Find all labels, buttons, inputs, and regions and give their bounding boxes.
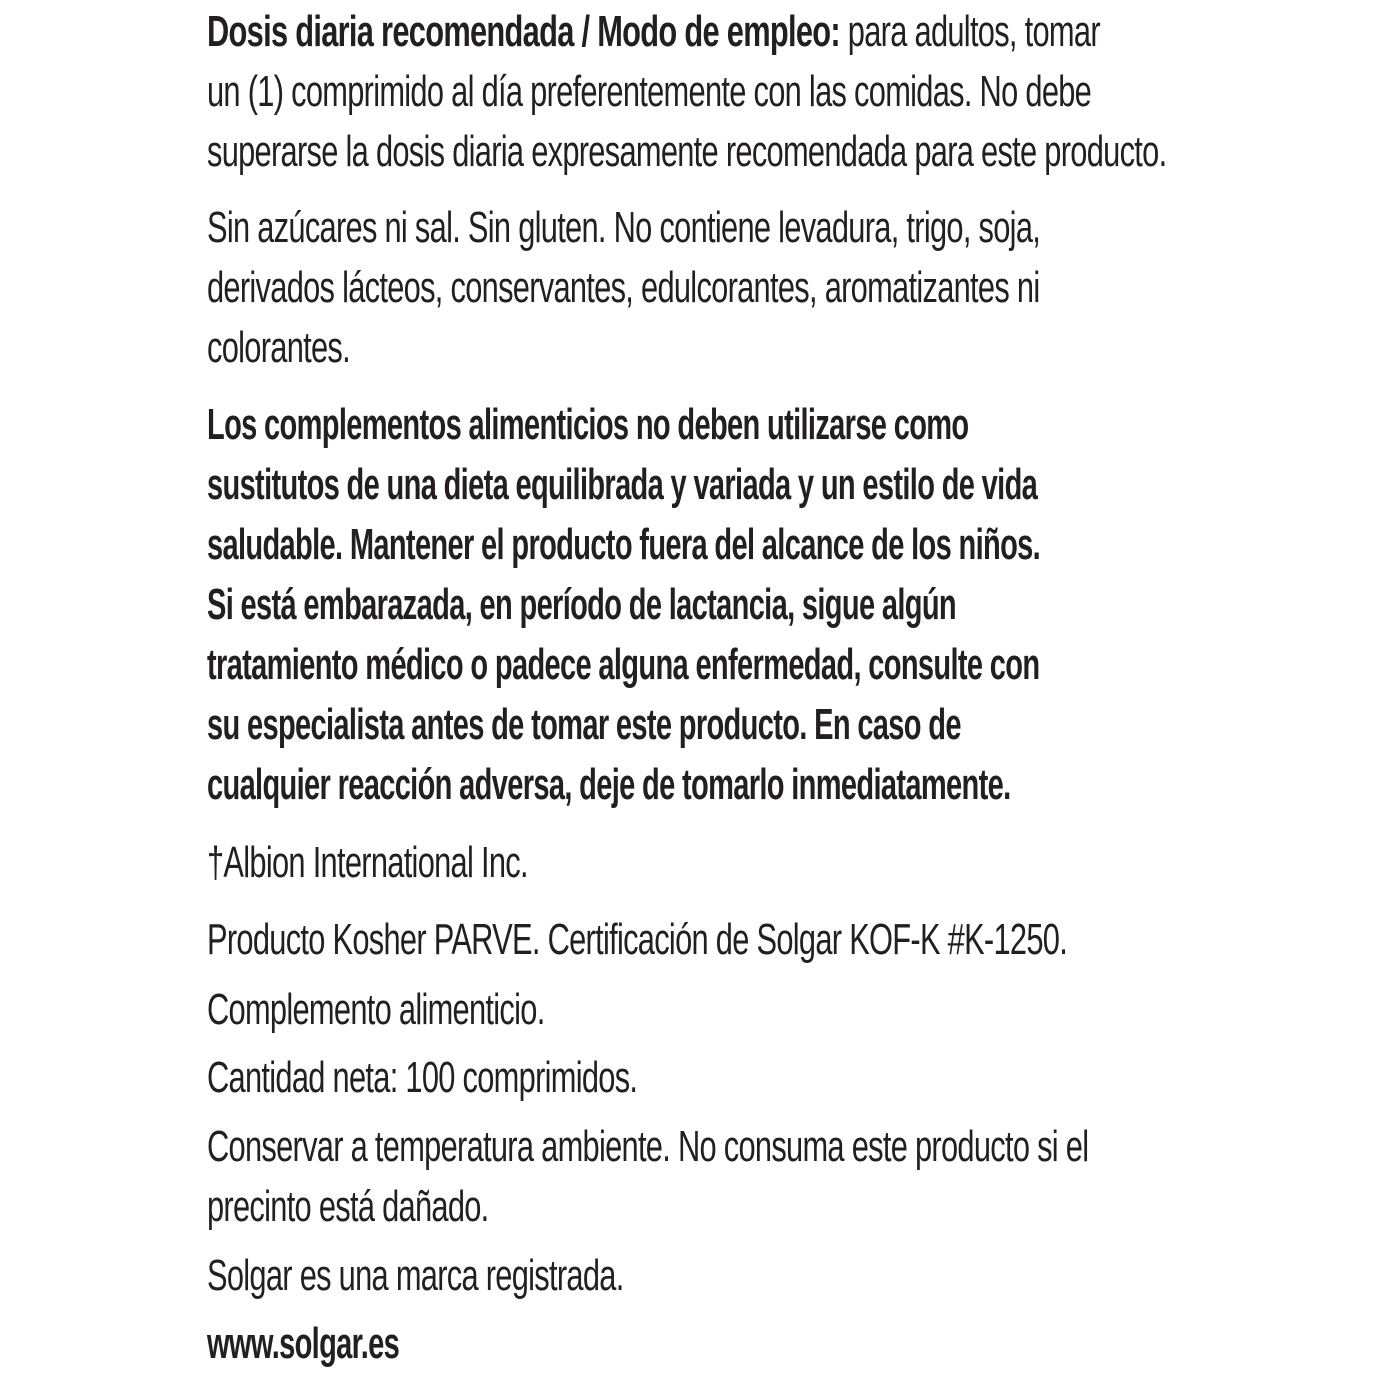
free-from-line-2: derivados lácteos, conservantes, edulcorantes, aromatizantes ni: [207, 263, 1040, 312]
warning-line-5: tratamiento médico o padece alguna enfermedad, consulte con: [207, 640, 1040, 689]
dosage-line-3: superarse la dosis diaria expresamente recomendada para este producto.: [207, 127, 1167, 176]
dosage-heading: Dosis diaria recomendada / Modo de empleo:: [207, 7, 840, 56]
supplement-label: Complemento alimenticio.: [207, 985, 545, 1034]
trademark-note: Solgar es una marca registrada.: [207, 1251, 624, 1300]
dosage-text: para adultos, tomar: [839, 7, 1100, 56]
website-link[interactable]: www.solgar.es: [207, 1319, 400, 1368]
warning-line-2: sustitutos de una dieta equilibrada y variada y un estilo de vida: [207, 460, 1038, 509]
dosage-line-2: un (1) comprimido al día preferentemente con las comidas. No debe: [207, 67, 1092, 116]
warning-line-3: saludable. Mantener el producto fuera del alcance de los niños.: [207, 520, 1041, 569]
warning-line-4: Si está embarazada, en período de lactancia, sigue algún: [207, 580, 956, 629]
free-from-line-3: colorantes.: [207, 323, 350, 372]
dosage-line-1: [207, 2, 1100, 62]
warning-line-6: su especialista antes de tomar este producto. En caso de: [207, 700, 961, 749]
kosher-certification: Producto Kosher PARVE. Certificación de Solgar KOF-K #K-1250.: [207, 915, 1068, 964]
storage-line-2: precinto está dañado.: [207, 1182, 489, 1231]
storage-line-1: Conservar a temperatura ambiente. No consuma este producto si el: [207, 1122, 1089, 1171]
warning-line-1: Los complementos alimenticios no deben utilizarse como: [207, 400, 969, 449]
free-from-line-1: Sin azúcares ni sal. Sin gluten. No contiene levadura, trigo, soja,: [207, 203, 1041, 252]
warning-line-7: cualquier reacción adversa, deje de tomarlo inmediatamente.: [207, 760, 1011, 809]
net-quantity: Cantidad neta: 100 comprimidos.: [207, 1053, 638, 1102]
albion-note: †Albion International Inc.: [207, 838, 528, 887]
